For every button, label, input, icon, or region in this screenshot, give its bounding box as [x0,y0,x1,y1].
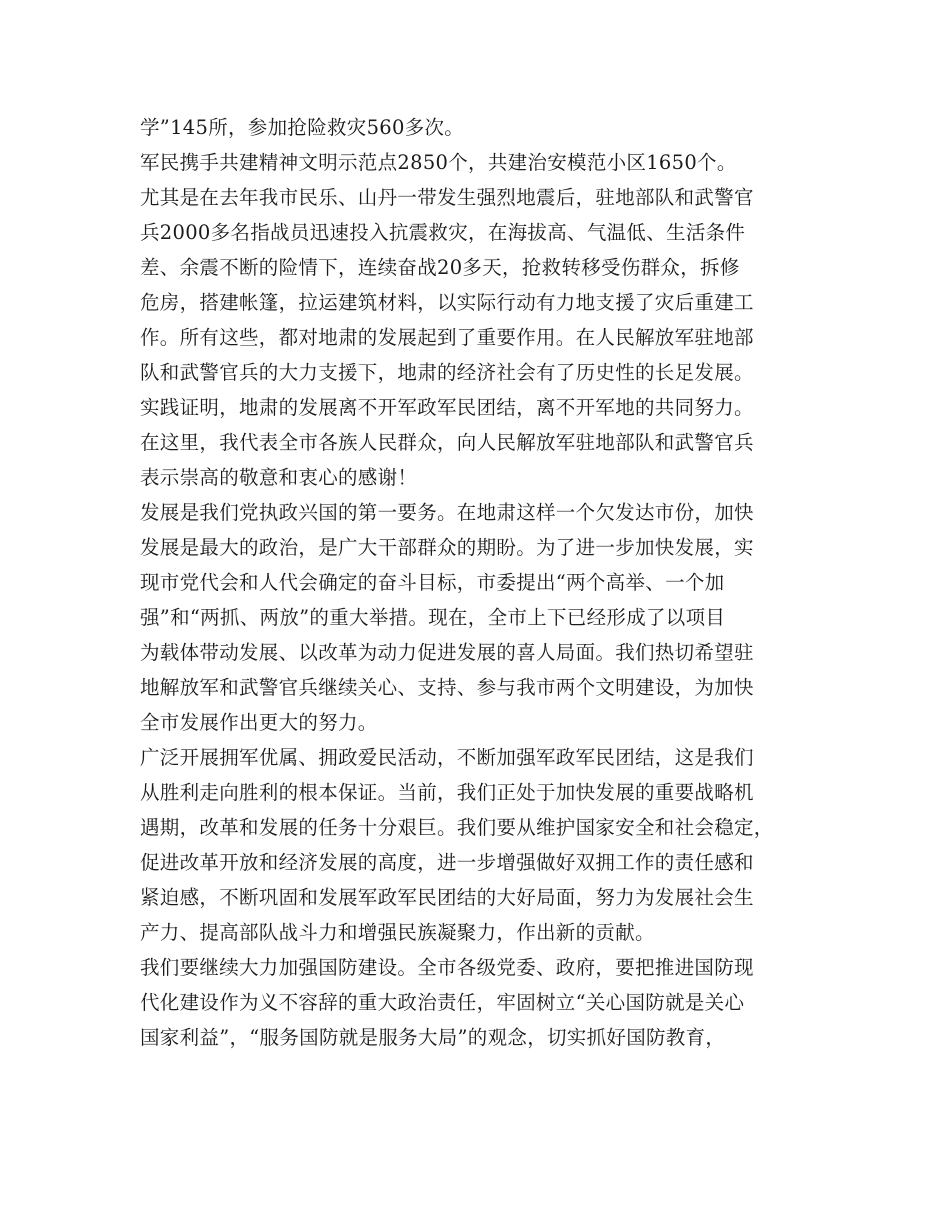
text-line: 国家利益”，“服务国防就是服务大局”的观念，切实抓好国防教育， [140,1026,726,1049]
text-line: 地解放军和武警官兵继续关心、支持、参与我市两个文明建设，为加快 [140,676,754,699]
text-line: 紧迫感，不断巩固和发展军政军民团结的大好局面，努力为发展社会生 [140,886,754,909]
body-text [140,110,820,1055]
text-line: 队和武警官兵的大力支援下，地肃的经济社会有了历史性的长足发展。 [140,361,754,384]
text-line: 作。所有这些，都对地肃的发展起到了重要作用。在人民解放军驻地部 [140,326,754,349]
text-line: 促进改革开放和经济发展的高度，进一步增强做好双拥工作的责任感和 [140,851,754,874]
text-line: 兵2000多名指战员迅速投入抗震救灾，在海拔高、气温低、生活条件 [140,221,746,244]
text-line: 学”145所，参加抢险救灾560多次。 [140,116,465,139]
text-line: 差、余震不断的险情下，连续奋战20多天，抢救转移受伤群众，拆修 [140,256,740,279]
text-line: 强”和“两抓、两放”的重大举措。现在，全市上下已经形成了以项目 [140,606,726,629]
text-line: 发展是最大的政治，是广大干部群众的期盼。为了进一步加快发展，实 [140,536,754,559]
text-line: 全市发展作出更大的努力。 [140,711,378,734]
text-line: 在这里，我代表全市各族人民群众，向人民解放军驻地部队和武警官兵 [140,431,754,454]
text-line: 为载体带动发展、以改革为动力促进发展的喜人局面。我们热切希望驻 [140,641,754,664]
text-line: 遇期，改革和发展的任务十分艰巨。我们要从维护国家安全和社会稳定， [140,816,774,839]
text-line: 我们要继续大力加强国防建设。全市各级党委、政府，要把推进国防现 [140,956,754,979]
text-line: 广泛开展拥军优属、拥政爱民活动，不断加强军政军民团结，这是我们 [140,746,754,769]
text-line: 危房，搭建帐篷，拉运建筑材料，以实际行动有力地支援了灾后重建工 [140,291,754,314]
text-line: 表示崇高的敬意和衷心的感谢！ [140,466,418,489]
text-line: 实践证明，地肃的发展离不开军政军民团结，离不开军地的共同努力。 [140,396,754,419]
text-line: 军民携手共建精神文明示范点2850个，共建治安模范小区1650个。 [140,151,737,174]
text-line: 代化建设作为义不容辞的重大政治责任，牢固树立“关心国防就是关心 [140,991,745,1014]
text-line: 现市党代会和人代会确定的奋斗目标，市委提出“两个高举、一个加 [140,571,725,594]
text-line: 发展是我们党执政兴国的第一要务。在地肃这样一个欠发达市份，加快 [140,501,754,524]
text-line: 产力、提高部队战斗力和增强民族凝聚力，作出新的贡献。 [140,921,655,944]
text-line: 从胜利走向胜利的根本保证。当前，我们正处于加快发展的重要战略机 [140,781,754,804]
text-line: 尤其是在去年我市民乐、山丹一带发生强烈地震后，驻地部队和武警官 [140,186,754,209]
